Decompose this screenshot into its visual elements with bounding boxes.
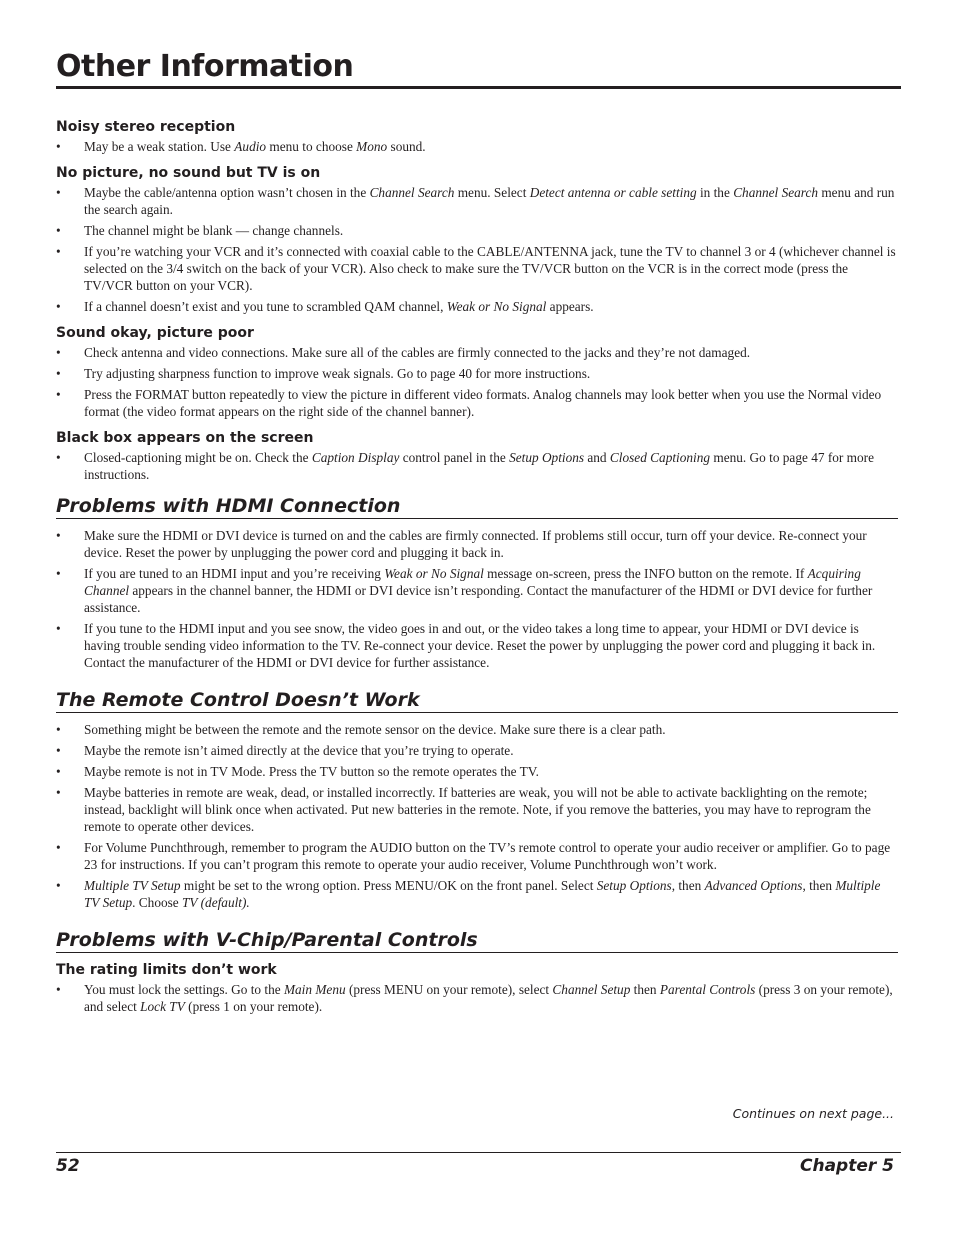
italic-term: Advanced Options bbox=[704, 878, 803, 893]
bullet: • bbox=[56, 450, 61, 465]
bullet: • bbox=[56, 366, 61, 381]
bullet: • bbox=[56, 185, 61, 200]
text: Maybe the remote isn’t aimed directly at the device that you’re trying to operate. bbox=[84, 743, 514, 758]
italic-term: Setup Options bbox=[509, 450, 585, 465]
text: Maybe remote is not in TV Mode. Press the TV button so the remote operates the TV. bbox=[84, 764, 539, 779]
text: Make sure the HDMI or DVI device is turned on and the cables are firmly connected. If problems still occur, turn off your device. Re-connect your device. Reset the power by unplugging the power cord and plugging it back in. bbox=[84, 528, 867, 560]
bullet: • bbox=[56, 387, 61, 402]
italic-term: Audio bbox=[234, 139, 267, 154]
title-rule bbox=[56, 86, 901, 89]
bullet: • bbox=[56, 743, 61, 758]
bullet: • bbox=[56, 785, 61, 800]
list-item bbox=[56, 784, 898, 835]
section-heading-remote: The Remote Control Doesn’t Work bbox=[56, 689, 898, 713]
italic-term: TV (default). bbox=[182, 895, 250, 910]
heading-no-picture: No picture, no sound but TV is on bbox=[56, 165, 321, 181]
section-heading-hdmi: Problems with HDMI Connection bbox=[56, 495, 898, 519]
list-item bbox=[56, 184, 898, 218]
list-item bbox=[56, 344, 898, 361]
footer-rule bbox=[56, 1152, 901, 1153]
list-item bbox=[56, 565, 898, 616]
italic-term: Lock TV bbox=[140, 999, 185, 1014]
text: message on-screen, press the INFO button on the remote. If bbox=[483, 566, 808, 581]
heading-rating-limits: The rating limits don’t work bbox=[56, 962, 277, 978]
italic-term: Multiple TV Setup bbox=[84, 878, 881, 910]
heading-noisy: Noisy stereo reception bbox=[56, 119, 236, 135]
list-item bbox=[56, 298, 898, 315]
heading-black-box: Black box appears on the screen bbox=[56, 430, 314, 446]
italic-term: Main Menu bbox=[283, 982, 346, 997]
italic-term: Channel Search bbox=[369, 185, 455, 200]
bullet: • bbox=[56, 764, 61, 779]
bullet: • bbox=[56, 223, 61, 238]
bullet: • bbox=[56, 566, 61, 581]
list-item bbox=[56, 620, 898, 671]
text: If you’re watching your VCR and it’s connected with coaxial cable to the CABLE/ANTENNA jack, tune the TV to channel 3 or 4 (whichever channel is selected on the 3/4 switch on the back of your VCR). Also check to make sure the TV/VCR button on the VCR is in the correct mode (press the TV/VCR button on your VCR). bbox=[84, 244, 896, 293]
bullet: • bbox=[56, 878, 61, 893]
italic-term: Setup Options bbox=[596, 878, 672, 893]
list-noisy bbox=[56, 138, 898, 155]
list-item bbox=[56, 981, 898, 1015]
bullet: • bbox=[56, 299, 61, 314]
page-title: Other Information bbox=[56, 49, 354, 84]
text: Try adjusting sharpness function to improve weak signals. Go to page 40 for more instructions. bbox=[84, 366, 591, 381]
chapter-label: Chapter 5 bbox=[799, 1156, 894, 1176]
bullet: • bbox=[56, 982, 61, 997]
text: in the bbox=[696, 185, 734, 200]
list-item bbox=[56, 138, 898, 155]
text: If you are tuned to an HDMI input and you’re receiving bbox=[84, 566, 385, 581]
bullet: • bbox=[56, 244, 61, 259]
text: The channel might be blank — change channels. bbox=[84, 223, 344, 238]
list-item bbox=[56, 877, 898, 911]
text: appears in the channel banner, the HDMI or DVI device isn’t responding. Contact the manufacturer of the HDMI or DVI device for further assistance. bbox=[84, 583, 873, 615]
list-sound-okay bbox=[56, 344, 898, 420]
italic-term: Acquiring Channel bbox=[84, 566, 861, 598]
list-item bbox=[56, 222, 898, 239]
bullet: • bbox=[56, 840, 61, 855]
text: menu. Select bbox=[454, 185, 530, 200]
text: (press 3 on your remote), and select bbox=[84, 982, 893, 1014]
text: If a channel doesn’t exist and you tune to scrambled QAM channel, bbox=[84, 299, 447, 314]
bullet: • bbox=[56, 139, 61, 154]
italic-term: Caption Display bbox=[311, 450, 400, 465]
text: For Volume Punchthrough, remember to program the AUDIO button on the TV’s remote control to operate your audio receiver or amplifier. Go to page 23 for instructions. If you can’t program this remote to operate your audio receiver, Volume Punchthrough won’t work. bbox=[84, 840, 891, 872]
bullet: • bbox=[56, 345, 61, 360]
text: , then bbox=[671, 878, 705, 893]
text: menu to choose bbox=[266, 139, 357, 154]
content bbox=[56, 118, 898, 1024]
text: and bbox=[584, 450, 610, 465]
text: If you tune to the HDMI input and you see snow, the video goes in and out, or the video takes a long time to appear, your HDMI or DVI device is having trouble sending video information to the TV. Re-connect your device. Reset the power by unplugging the power cord and plugging it back in. Contact the manufacturer of the HDMI or DVI device for further assistance. bbox=[84, 621, 876, 670]
text: You must lock the settings. Go to the bbox=[84, 982, 284, 997]
italic-term: Weak or No Signal bbox=[446, 299, 547, 314]
text: , then bbox=[802, 878, 836, 893]
list-item bbox=[56, 839, 898, 873]
text: control panel in the bbox=[399, 450, 510, 465]
list-item bbox=[56, 763, 898, 780]
heading-sound-okay: Sound okay, picture poor bbox=[56, 325, 254, 341]
list-item bbox=[56, 386, 898, 420]
list-vchip bbox=[56, 981, 898, 1015]
text: appears. bbox=[546, 299, 594, 314]
text: Press the FORMAT button repeatedly to view the picture in different video formats. Analog channels may look better when you use the Normal video format (the video format appears on the right side of the channel banner). bbox=[84, 387, 882, 419]
list-item bbox=[56, 527, 898, 561]
text: (press 1 on your remote). bbox=[184, 999, 323, 1014]
section-heading-vchip: Problems with V-Chip/Parental Controls bbox=[56, 929, 898, 953]
text: Check antenna and video connections. Make sure all of the cables are firmly connected to the jacks and they’re not damaged. bbox=[84, 345, 751, 360]
list-item bbox=[56, 449, 898, 483]
list-hdmi bbox=[56, 527, 898, 671]
text: Maybe the cable/antenna option wasn’t chosen in the bbox=[84, 185, 370, 200]
list-item bbox=[56, 721, 898, 738]
list-remote bbox=[56, 721, 898, 911]
italic-term: Channel Search bbox=[733, 185, 819, 200]
italic-term: Weak or No Signal bbox=[384, 566, 484, 581]
bullet: • bbox=[56, 528, 61, 543]
list-no-picture bbox=[56, 184, 898, 315]
text: might be set to the wrong option. Press MENU/OK on the front panel. Select bbox=[180, 878, 597, 893]
list-black-box bbox=[56, 449, 898, 483]
text: menu. Go to page 47 for more instructions. bbox=[84, 450, 874, 482]
italic-term: Channel Setup bbox=[552, 982, 631, 997]
text: May be a weak station. Use bbox=[84, 139, 235, 154]
italic-term: Mono bbox=[356, 139, 388, 154]
text: (press MENU on your remote), select bbox=[345, 982, 553, 997]
italic-term: Multiple TV Setup bbox=[84, 878, 181, 893]
bullet: • bbox=[56, 722, 61, 737]
text: menu and run the search again. bbox=[84, 185, 895, 217]
list-item bbox=[56, 742, 898, 759]
italic-term: Closed Captioning bbox=[609, 450, 711, 465]
italic-term: Detect antenna or cable setting bbox=[529, 185, 697, 200]
page-number: 52 bbox=[56, 1156, 80, 1176]
text: then bbox=[630, 982, 660, 997]
list-item bbox=[56, 243, 898, 294]
text: Closed-captioning might be on. Check the bbox=[84, 450, 312, 465]
text: Maybe batteries in remote are weak, dead, or installed incorrectly. If batteries are weak, you will not be able to activate backlighting on the remote; instead, backlight will blink once when activated. Put new batteries in the remote. Note, if you remove the batteries, you may have to reprogram the remote to operate other devices. bbox=[84, 785, 871, 834]
list-item bbox=[56, 365, 898, 382]
italic-term: Parental Controls bbox=[659, 982, 756, 997]
text: sound. bbox=[387, 139, 426, 154]
bullet: • bbox=[56, 621, 61, 636]
continues-note: Continues on next page... bbox=[732, 1106, 894, 1121]
text: Something might be between the remote and the remote sensor on the device. Make sure there is a clear path. bbox=[84, 722, 666, 737]
text: . Choose bbox=[132, 895, 183, 910]
